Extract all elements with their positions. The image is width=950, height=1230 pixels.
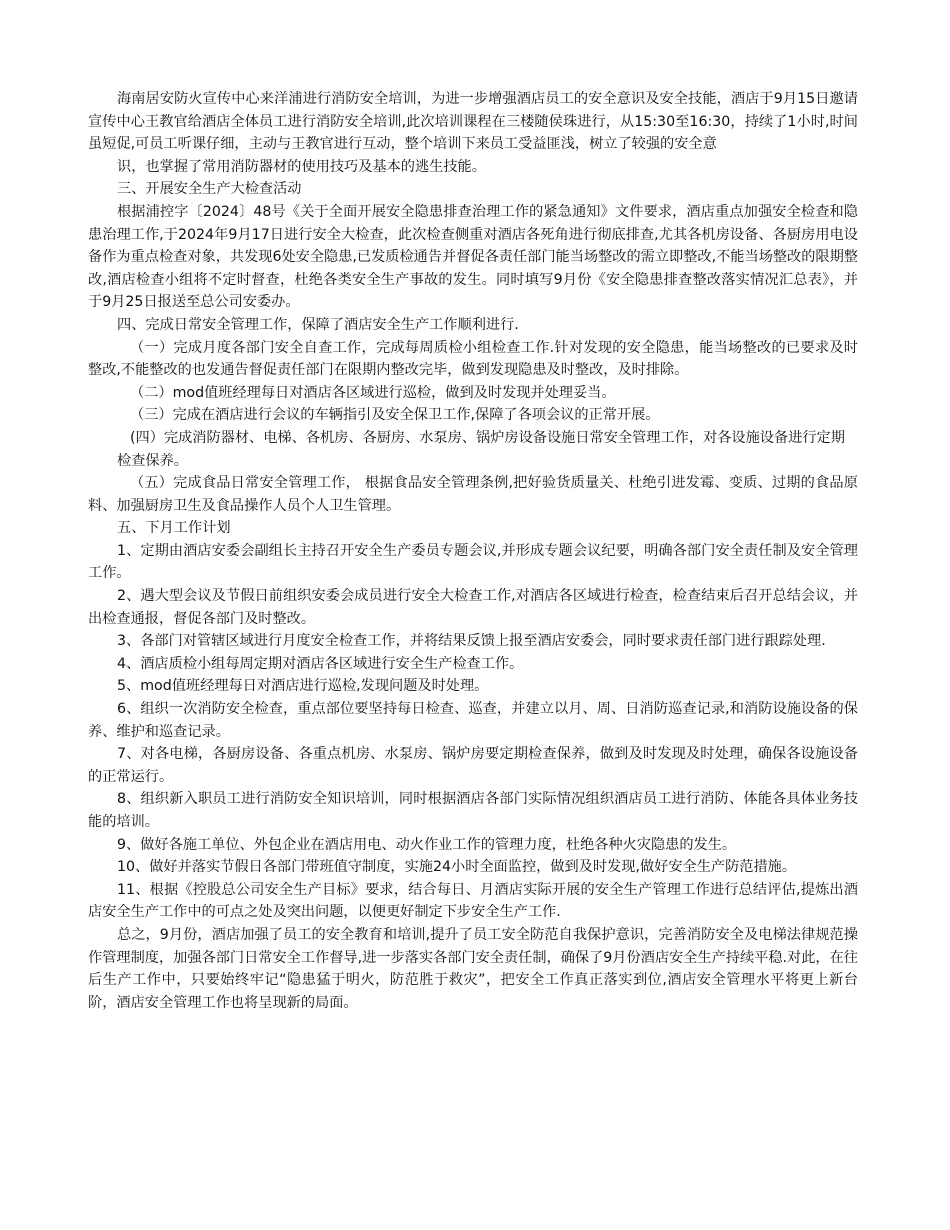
- plan-item: 4、酒店质检小组每周定期对酒店各区域进行安全生产检查工作。: [117, 655, 524, 672]
- sub-item: （一）完成月度各部门安全自查工作，完成每周质检小组检查工作.针对发现的安全隐患，能当场整改的已要求及时整改,不能整改的也发通告督促责任部门在限期内整改完毕，做到发现隐患及时整改，及时排除。: [88, 339, 858, 379]
- plan-item: 5、mod值班经理每日对酒店进行巡检,发现问题及时处理。: [117, 678, 489, 695]
- plan-item: 3、各部门对管辖区域进行月度安全检查工作，并将结果反馈上报至酒店安委会，同时要求责任部门进行跟踪处理.: [117, 633, 826, 650]
- sub-item: （五）完成食品日常安全管理工作， 根据食品安全管理条例,把好验货质量关、杜绝引进发霉、变质、过期的食品原料、加强厨房卫生及食品操作人员个人卫生管理。: [88, 475, 858, 514]
- document-body: [88, 88, 858, 1014]
- section-heading: 四、完成日常安全管理工作，保障了酒店安全生产工作顺利进行.: [117, 316, 519, 333]
- plan-item: 9、做好各施工单位、外包企业在酒店用电、动火作业工作的管理力度，杜绝各种火灾隐患的发生。: [117, 836, 737, 853]
- paragraph: 检查保养。: [117, 452, 188, 469]
- plan-item: 8、组织新入职员工进行消防安全知识培训，同时根据酒店各部门实际情况组织酒店员工进行消防、体能各具体业务技能的培训。: [88, 791, 858, 830]
- plan-item: 11、根据《控股总公司安全生产目标》要求，结合每日、月酒店实际开展的安全生产管理工作进行总结评估,提炼出酒店安全生产工作中的可点之处及突出问题，以便更好制定下步安全生产工作.: [88, 881, 858, 921]
- sub-item: （二）mod值班经理每日对酒店各区域进行巡检，做到及时发现并处理妥当。: [130, 384, 616, 401]
- paragraph: 根据浦控字〔2024〕48号《关于全面开展安全隐患排查治理工作的紧急通知》文件要求，酒店重点加强安全检查和隐患治理工作,于2024年9月17日进行安全大检查，此次检查侧重对酒店各死角进行彻底排查,尤其各机房设备、各厨房用电设备作为重点检查对象，共发现6处安全隐患,已发质检通告并督促各责任部门能当场整改的需立即整改,不能当场整改的限期整改,酒店检查小组将不定时督查，杜绝各类安全生产事故的发生。同时填写9月份《安全隐患排查整改落实情况汇总表》，并于9月25日报送至总公司安委办。: [88, 203, 858, 311]
- plan-item: 1、定期由酒店安委会副组长主持召开安全生产委员专题会议,并形成专题会议纪要，明确各部门安全责任制及安全管理工作。: [88, 542, 858, 582]
- plan-item: 7、对各电梯，各厨房设备、各重点机房、水泵房、锅炉房要定期检查保养，做到及时发现及时处理，确保各设施设备的正常运行。: [88, 746, 858, 785]
- section-heading: 五、下月工作计划: [117, 520, 231, 537]
- paragraph: 识，也掌握了常用消防器材的使用技巧及基本的逃生技能。: [117, 158, 486, 175]
- section-heading: 三、开展安全生产大检查活动: [117, 181, 302, 198]
- plan-item: 6、组织一次消防安全检查，重点部位要坚持每日检查、巡查，并建立以月、周、日消防巡查记录,和消防设施设备的保养、维护和巡查记录。: [88, 701, 858, 740]
- plan-item: 2、遇大型会议及节假日前组织安委会成员进行安全大检查工作,对酒店各区域进行检查，检查结束后召开总结会议，并出检查通报，督促各部门及时整改。: [88, 588, 858, 627]
- paragraph: 海南居安防火宣传中心来洋浦进行消防安全培训，为进一步增强酒店员工的安全意识及安全技能，酒店于9月15日邀请宣传中心王教官给酒店全体员工进行消防安全培训,此次培训课程在三楼随侯珠进行，从15:30至16:30，持续了1小时,时间虽短促,可员工听课仔细，主动与王教官进行互动，整个培训下来员工受益匪浅，树立了较强的安全意: [88, 91, 858, 153]
- sub-item: （三）完成在酒店进行会议的车辆指引及安全保卫工作,保障了各项会议的正常开展。: [130, 407, 660, 424]
- summary-paragraph: 总之，9月份，酒店加强了员工的安全教育和培训,提升了员工安全防范自我保护意识，完善消防安全及电梯法律规范操作管理制度，加强各部门日常安全工作督导,进一步落实各部门安全责任制，确保了9月份酒店安全生产持续平稳.对此，在往后生产工作中，只要始终牢记“隐患猛于明火，防范胜于救灾”，把安全工作真正落实到位,酒店安全管理水平将更上新台阶，酒店安全管理工作也将呈现新的局面。: [88, 926, 858, 1011]
- sub-item: (四）完成消防器材、电梯、各机房、各厨房、水泵房、锅炉房设备设施日常安全管理工作，对各设施设备进行定期: [130, 429, 845, 446]
- plan-item: 10、做好并落实节假日各部门带班值守制度，实施24小时全面监控，做到及时发现,做好安全生产防范措施。: [117, 859, 797, 876]
